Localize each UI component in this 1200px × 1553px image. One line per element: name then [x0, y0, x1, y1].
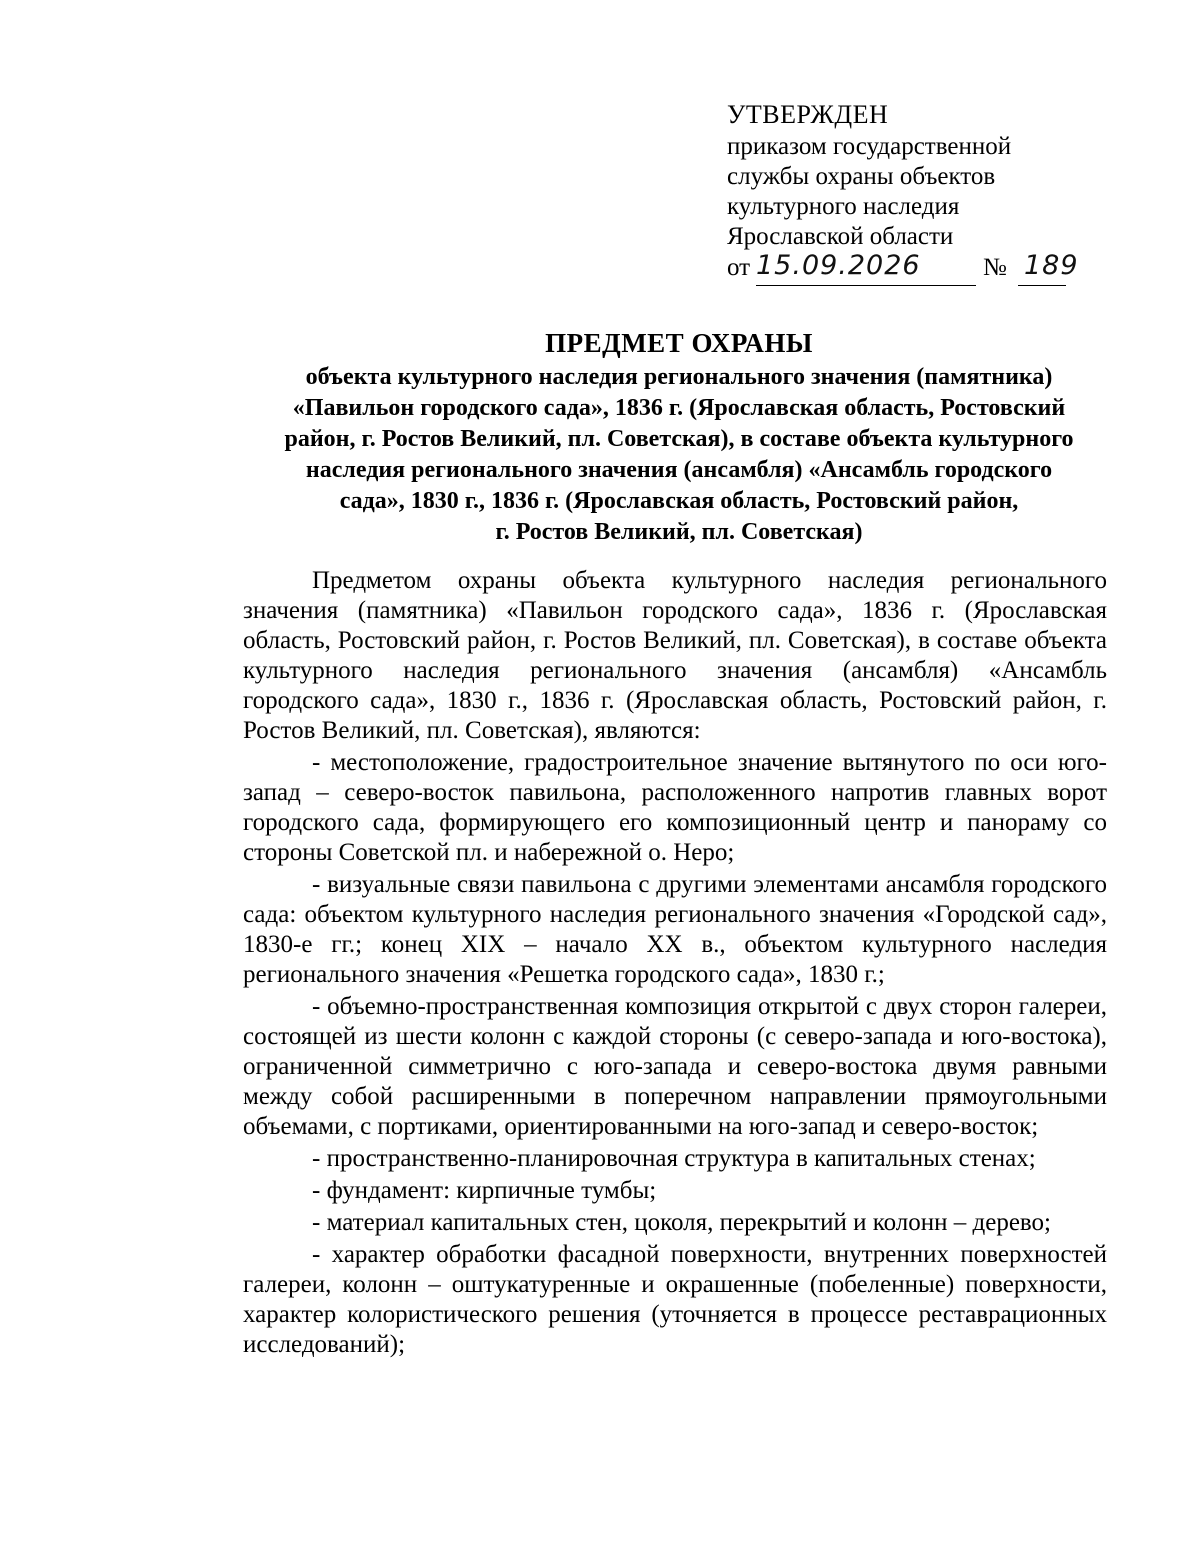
document-title: ПРЕДМЕТ ОХРАНЫ [545, 328, 813, 358]
title-line: район, г. Ростов Великий, пл. Советская), в составе объекта культурного [284, 426, 1074, 452]
approval-line: приказом государственной [727, 133, 1012, 160]
document-body [243, 566, 1107, 1360]
list-item: - фундамент: кирпичные тумбы; [312, 1177, 657, 1204]
approval-line: Ярославской области [727, 223, 954, 250]
date-underline [756, 285, 976, 286]
handwritten-date: 15.09.2026 [756, 250, 921, 281]
approval-date-number-line [727, 252, 1147, 286]
handwritten-number: 189 [1024, 250, 1079, 281]
title-line: г. Ростов Великий, пл. Советская) [495, 519, 863, 545]
number-underline [1018, 285, 1066, 286]
intro-paragraph: Предметом охраны объекта культурного наследия регионального значения (памятника) «Павильон городского сада», 1836 г. (Ярославская область, Ростовский район, г. Ростов Великий, пл. Советская), в составе объекта культурного наследия регионального значения (ансамбля) «Ансамбль городского сада», 1830 г., 1836 г. (Ярославская область, Ростовский район, г. Ростов Великий, пл. Советская), являются: [243, 567, 1107, 744]
list-item: - визуальные связи павильона с другими элементами ансамбля городского сада: объектом культурного наследия регионального значения «Городской сад», 1830-е гг.; конец XIX – начало XX в., объектом культурного наследия регионального значения «Решетка городского сада», 1830 г.; [243, 871, 1107, 988]
list-item: - пространственно-планировочная структура в капитальных стенах; [312, 1145, 1036, 1172]
list-item: - материал капитальных стен, цоколя, перекрытий и колонн – дерево; [312, 1209, 1052, 1236]
title-line: сада», 1830 г., 1836 г. (Ярославская область, Ростовский район, [339, 488, 1019, 514]
date-prefix: от [727, 254, 751, 281]
approval-line: службы охраны объектов [727, 163, 996, 190]
document-title-block [240, 327, 1118, 548]
title-line: «Павильон городского сада», 1836 г. (Ярославская область, Ростовский [292, 395, 1066, 421]
list-item: - характер обработки фасадной поверхности, внутренних поверхностей галереи, колонн – оштукатуренные и окрашенные (побеленные) поверхности, характер колористического решения (уточняется в процессе реставрационных исследований); [243, 1241, 1107, 1358]
number-prefix: № [983, 254, 1007, 281]
title-line: наследия регионального значения (ансамбля) «Ансамбль городского [305, 457, 1053, 483]
approval-line: культурного наследия [727, 193, 960, 220]
list-item: - местоположение, градостроительное значение вытянутого по оси юго-запад – северо-восток павильона, расположенного напротив главных ворот городского сада, формирующего его композиционный центр и панораму со стороны Советской пл. и набережной о. Неро; [243, 749, 1107, 866]
list-item: - объемно-пространственная композиция открытой с двух сторон галереи, состоящей из шести колонн с каждой стороны (с северо-запада и юго-востока), ограниченной симметрично с юго-запада и северо-востока двумя равными между собой расширенными в поперечном направлении прямоугольными объемами, с портиками, ориентированными на юго-запад и северо-восток; [243, 993, 1107, 1140]
approval-heading: УТВЕРЖДЕН [727, 100, 889, 129]
approval-block [727, 100, 1147, 286]
title-line: объекта культурного наследия регионального значения (памятника) [305, 364, 1053, 390]
